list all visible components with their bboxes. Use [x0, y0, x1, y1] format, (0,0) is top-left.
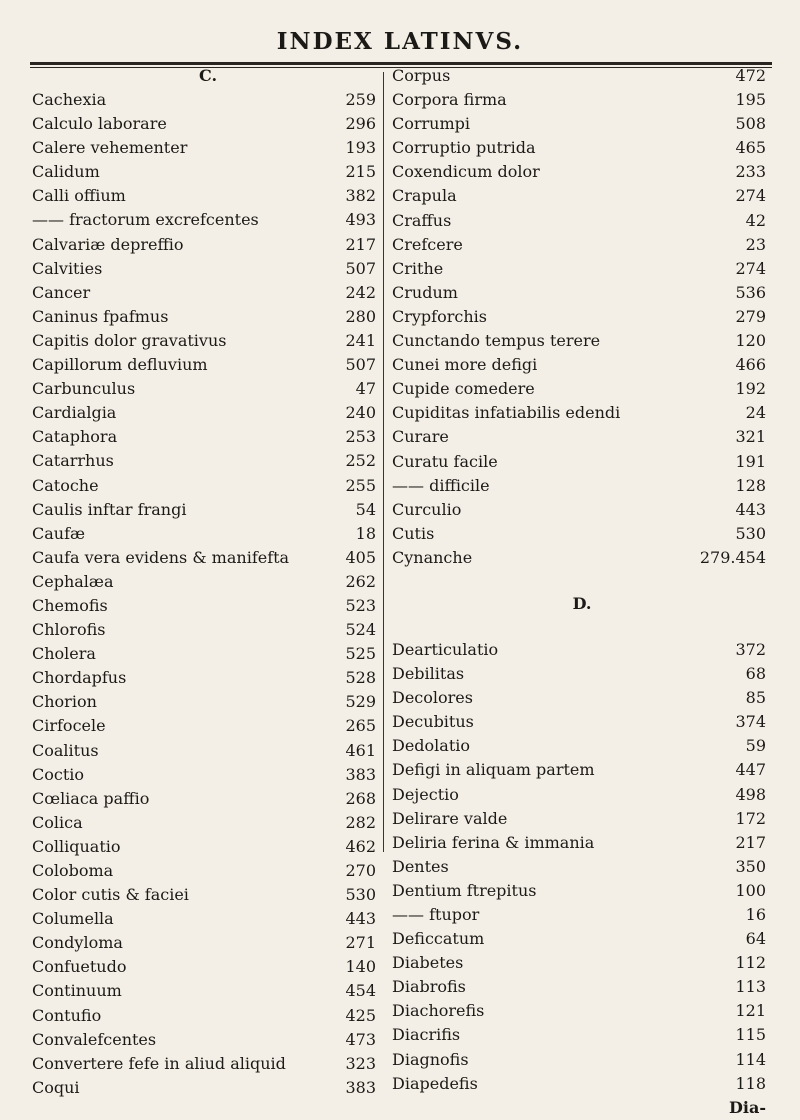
index-entry [32, 449, 384, 473]
index-entry [32, 835, 384, 859]
entry-page-number: 54 [355, 499, 376, 519]
index-entry [32, 136, 384, 160]
entry-term: Capillorum defluvium [32, 355, 208, 375]
entry-page-number: 280 [345, 306, 376, 326]
left-entry-list [32, 88, 384, 1100]
index-entry [32, 931, 384, 955]
entry-page-number: 233 [735, 162, 766, 182]
index-entry [32, 594, 384, 618]
entry-term: Calculo laborare [32, 114, 167, 134]
entry-page-number: 372 [735, 639, 766, 659]
entry-page-number: 16 [745, 905, 766, 924]
entry-page-number: 536 [735, 282, 766, 302]
entry-page-number: 241 [345, 330, 376, 350]
index-entry [32, 883, 384, 907]
index-entry [392, 638, 772, 662]
entry-page-number: 443 [345, 909, 376, 929]
entry-term: Cachexia [32, 90, 107, 109]
index-entry [392, 783, 772, 807]
entry-term: Colica [32, 812, 83, 832]
entry-page-number: 405 [345, 547, 376, 567]
entry-page-number: 100 [735, 880, 766, 900]
entry-page-number: 114 [735, 1049, 766, 1069]
index-entry [32, 377, 384, 401]
index-entry [32, 907, 384, 931]
entry-term: Color cutis & faciei [32, 885, 189, 905]
entry-page-number: 461 [345, 740, 376, 760]
entry-term: Dejectio [392, 784, 459, 804]
index-entry [392, 686, 772, 710]
index-entry [32, 498, 384, 522]
entry-term: Chorion [32, 692, 97, 712]
index-entry [392, 1023, 772, 1047]
entry-page-number: 473 [345, 1029, 376, 1049]
entry-term: Cholera [32, 644, 96, 664]
entry-page-number: 350 [735, 856, 766, 876]
entry-term: Dentes [392, 856, 449, 876]
entry-term: —— fractorum excrefcentes [32, 210, 259, 230]
entry-page-number: 296 [345, 114, 376, 134]
entry-term: Dedolatio [392, 736, 471, 756]
index-entry [32, 522, 384, 546]
entry-page-number: 193 [345, 138, 376, 158]
index-entry [392, 64, 772, 88]
entry-term: Curatu facile [392, 451, 498, 471]
entry-term: Caufæ [32, 523, 86, 543]
index-entry [392, 425, 772, 449]
index-entry [32, 955, 384, 979]
entry-page-number: 425 [345, 1005, 376, 1025]
entry-page-number: 282 [345, 812, 376, 832]
entry-term: Continuum [32, 981, 122, 1001]
index-entry [32, 714, 384, 738]
entry-page-number: 447 [735, 760, 766, 780]
entry-page-number: 253 [345, 427, 376, 447]
entry-page-number: 507 [345, 355, 376, 375]
entry-term: Diabetes [392, 953, 464, 973]
right-entry-list-d [392, 638, 772, 1096]
entry-term: Cataphora [32, 427, 118, 447]
index-entry [392, 233, 772, 257]
entry-page-number: 242 [345, 282, 376, 302]
entry-term: Dentium ftrepitus [392, 880, 537, 900]
entry-term: Calli offium [32, 186, 126, 206]
entry-page-number: 128 [735, 475, 766, 495]
entry-term: Crypforchis [392, 306, 487, 326]
entry-page-number: 47 [355, 379, 376, 399]
entry-term: Crefcere [392, 234, 463, 254]
index-entry [392, 377, 772, 401]
entry-page-number: 530 [345, 885, 376, 905]
entry-term: —— difficile [392, 475, 490, 495]
entry-term: —— ftupor [392, 905, 480, 924]
entry-term: Coloboma [32, 861, 114, 880]
index-entry [392, 1072, 772, 1096]
entry-page-number: 118 [735, 1073, 766, 1093]
entry-term: Craffus [392, 210, 452, 230]
entry-page-number: 191 [735, 451, 766, 471]
entry-term: Crapula [392, 186, 457, 206]
entry-page-number: 23 [745, 234, 766, 254]
index-entry [392, 662, 772, 686]
entry-page-number: 217 [345, 234, 376, 254]
entry-term: Coqui [32, 1077, 80, 1097]
index-entry [32, 1076, 384, 1100]
entry-page-number: 195 [735, 90, 766, 110]
page-header: INDEX LATINVS. [276, 28, 524, 55]
entry-page-number: 523 [345, 595, 376, 615]
entry-page-number: 252 [345, 451, 376, 471]
index-entry [392, 758, 772, 782]
entry-term: Condyloma [32, 933, 123, 953]
entry-term: Catarrhus [32, 451, 114, 471]
index-entry [392, 903, 772, 927]
index-entry [32, 88, 384, 112]
entry-page-number: 120 [735, 331, 766, 351]
entry-page-number: 68 [745, 664, 766, 684]
index-entry [392, 546, 772, 570]
index-entry [392, 999, 772, 1023]
entry-page-number: 454 [345, 981, 376, 1001]
entry-term: Corpora firma [392, 90, 507, 110]
entry-term: Calere vehementer [32, 138, 188, 158]
section-gap [392, 616, 772, 638]
index-entry [392, 831, 772, 855]
entry-term: Crudum [392, 282, 458, 302]
entry-page-number: 240 [345, 403, 376, 423]
entry-term: Coxendicum dolor [392, 162, 540, 182]
entry-page-number: 265 [345, 716, 376, 736]
entry-page-number: 465 [735, 138, 766, 158]
index-entry [32, 305, 384, 329]
entry-page-number: 271 [345, 933, 376, 953]
entry-page-number: 115 [735, 1025, 766, 1045]
catchword: Dia- [729, 1097, 766, 1117]
entry-term: Curculio [392, 499, 462, 519]
index-entry [392, 257, 772, 281]
index-entry [32, 811, 384, 835]
index-entry [32, 474, 384, 498]
index-entry [392, 353, 772, 377]
entry-page-number: 255 [345, 475, 376, 495]
index-entry [32, 666, 384, 690]
index-entry [32, 401, 384, 425]
index-entry [32, 184, 384, 208]
index-entry [32, 208, 384, 232]
entry-term: Convalefcentes [32, 1029, 157, 1049]
entry-term: Colliquatio [32, 836, 121, 856]
entry-term: Chlorofis [32, 620, 106, 640]
entry-term: Corpus [392, 66, 451, 85]
index-entry [392, 160, 772, 184]
index-entry [392, 474, 772, 498]
entry-term: Cupiditas infatiabilis edendi [392, 403, 621, 423]
index-entry [32, 570, 384, 594]
entry-term: Cardialgia [32, 403, 117, 423]
index-entry [32, 353, 384, 377]
entry-term: Diapedefis [392, 1073, 478, 1093]
entry-page-number: 321 [735, 427, 766, 447]
section-letter-c: C. [198, 66, 218, 85]
index-entry [32, 329, 384, 353]
index-entry [32, 257, 384, 281]
entry-page-number: 443 [735, 499, 766, 519]
entry-page-number: 530 [735, 523, 766, 543]
entry-term: Capitis dolor gravativus [32, 330, 227, 350]
section-letter-d: D. [572, 593, 592, 613]
entry-term: Catoche [32, 475, 99, 495]
entry-page-number: 217 [735, 832, 766, 852]
entry-term: Caufa vera evidens & manifefta [32, 547, 290, 567]
entry-term: Cirfocele [32, 716, 106, 736]
entry-term: Calidum [32, 162, 100, 182]
entry-term: Caninus fpafmus [32, 306, 169, 326]
entry-term: Cunctando tempus terere [392, 331, 601, 351]
index-entry [392, 855, 772, 879]
entry-term: Diagnofis [392, 1049, 469, 1069]
entry-term: Cynanche [392, 547, 473, 567]
index-entry [392, 710, 772, 734]
entry-page-number: 59 [745, 736, 766, 756]
index-entry [392, 522, 772, 546]
entry-term: Caulis inftar frangi [32, 499, 187, 519]
entry-page-number: 112 [735, 953, 766, 973]
entry-term: Coalitus [32, 740, 99, 760]
index-entry [392, 281, 772, 305]
catchword-row [392, 1096, 772, 1120]
entry-page-number: 113 [735, 977, 766, 997]
entry-page-number: 259 [345, 90, 376, 109]
entry-term: Contufio [32, 1005, 102, 1025]
entry-page-number: 462 [345, 836, 376, 856]
index-entry [392, 401, 772, 425]
index-entry [32, 763, 384, 787]
entry-term: Columella [32, 909, 114, 929]
entry-term: Deliria ferina & immania [392, 832, 595, 852]
entry-page-number: 85 [745, 688, 766, 708]
entry-page-number: 323 [345, 1053, 376, 1073]
entry-page-number: 172 [735, 808, 766, 828]
index-entry [32, 787, 384, 811]
index-entry [392, 951, 772, 975]
left-column [32, 64, 384, 1100]
entry-page-number: 192 [735, 379, 766, 399]
index-entry [392, 305, 772, 329]
index-entry [32, 1028, 384, 1052]
entry-term: Defigi in aliquam partem [392, 760, 595, 780]
index-entry [392, 879, 772, 903]
entry-term: Dearticulatio [392, 639, 499, 659]
entry-page-number: 64 [745, 929, 766, 949]
entry-page-number: 525 [345, 644, 376, 664]
index-entry [392, 498, 772, 522]
entry-page-number: 42 [745, 210, 766, 230]
index-entry [392, 112, 772, 136]
index-entry [392, 734, 772, 758]
entry-page-number: 383 [345, 1077, 376, 1097]
entry-term: Chemofis [32, 595, 108, 615]
index-entry [392, 450, 772, 474]
entry-page-number: 24 [745, 403, 766, 423]
section-gap [392, 570, 772, 592]
entry-page-number: 262 [345, 571, 376, 591]
index-entry [32, 642, 384, 666]
right-entry-list-c [392, 64, 772, 570]
index-entry [32, 112, 384, 136]
index-entry [32, 1052, 384, 1076]
index-entry [392, 807, 772, 831]
entry-term: Debilitas [392, 664, 465, 684]
entry-page-number: 493 [345, 210, 376, 230]
entry-term: Confuetudo [32, 957, 127, 977]
entry-term: Cutis [392, 523, 435, 543]
entry-term: Diachorefis [392, 1001, 485, 1021]
entry-page-number: 498 [735, 784, 766, 804]
entry-page-number: 508 [735, 114, 766, 134]
entry-page-number: 274 [735, 186, 766, 206]
entry-page-number: 472 [735, 66, 766, 85]
index-entry [32, 690, 384, 714]
entry-term: Diacrifis [392, 1025, 461, 1045]
entry-page-number: 215 [345, 162, 376, 182]
index-entry [392, 88, 772, 112]
entry-page-number: 529 [345, 692, 376, 712]
index-entry [392, 136, 772, 160]
index-entry [32, 618, 384, 642]
entry-page-number: 374 [735, 712, 766, 732]
entry-term: Carbunculus [32, 379, 136, 399]
right-column [392, 64, 772, 1120]
entry-term: Calvities [32, 258, 103, 278]
entry-term: Chordapfus [32, 668, 127, 688]
entry-page-number: 279 [735, 306, 766, 326]
entry-page-number: 383 [345, 764, 376, 784]
index-entry [392, 927, 772, 951]
entry-term: Diabrofis [392, 977, 466, 997]
entry-page-number: 268 [345, 788, 376, 808]
entry-page-number: 270 [345, 861, 376, 880]
entry-term: Convertere fefe in aliud aliquid [32, 1053, 286, 1073]
entry-page-number: 140 [345, 957, 376, 977]
entry-page-number: 528 [345, 668, 376, 688]
entry-term: Crithe [392, 258, 444, 278]
index-entry [32, 739, 384, 763]
index-entry [32, 859, 384, 883]
index-entry [32, 1004, 384, 1028]
index-entry [32, 160, 384, 184]
entry-page-number: 121 [735, 1001, 766, 1021]
index-entry [32, 546, 384, 570]
entry-term: Cephalæa [32, 571, 114, 591]
entry-term: Deficcatum [392, 929, 485, 949]
entry-page-number: 466 [735, 355, 766, 375]
entry-page-number: 507 [345, 258, 376, 278]
entry-term: Corrumpi [392, 114, 471, 134]
entry-term: Calvariæ depreffio [32, 234, 184, 254]
entry-term: Corruptio putrida [392, 138, 536, 158]
index-entry [32, 979, 384, 1003]
entry-term: Coctio [32, 764, 85, 784]
index-entry [32, 281, 384, 305]
entry-term: Decolores [392, 688, 473, 708]
index-entry [32, 425, 384, 449]
entry-term: Curare [392, 427, 449, 447]
entry-page-number: 524 [345, 620, 376, 640]
index-entry [392, 975, 772, 999]
index-entry [32, 233, 384, 257]
entry-page-number: 274 [735, 258, 766, 278]
entry-term: Delirare valde [392, 808, 508, 828]
index-entry [392, 209, 772, 233]
index-entry [392, 184, 772, 208]
entry-term: Cancer [32, 282, 91, 302]
entry-term: Cunei more defigi [392, 355, 538, 375]
entry-term: Cœliaca paffio [32, 788, 150, 808]
index-entry [392, 329, 772, 353]
entry-term: Cupide comedere [392, 379, 535, 399]
entry-page-number: 18 [355, 523, 376, 543]
entry-page-number: 279.454 [699, 547, 766, 567]
entry-term: Decubitus [392, 712, 474, 732]
index-entry [392, 1048, 772, 1072]
entry-page-number: 382 [345, 186, 376, 206]
